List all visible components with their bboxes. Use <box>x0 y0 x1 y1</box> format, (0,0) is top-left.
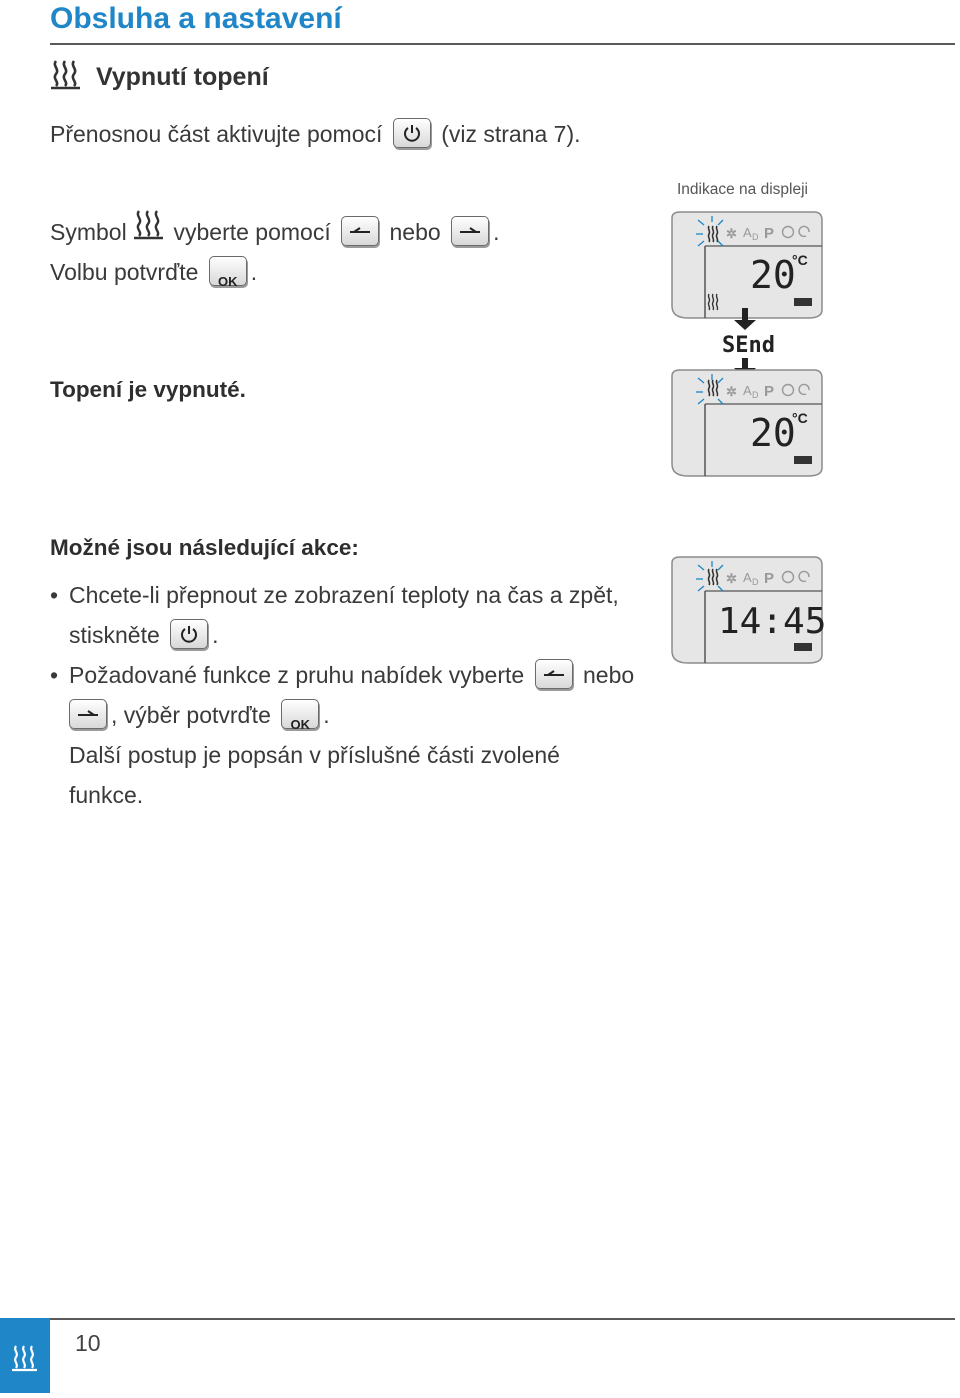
right-softkey-button[interactable] <box>451 216 489 246</box>
svg-text:A: A <box>743 383 752 398</box>
power-button[interactable] <box>170 619 208 649</box>
display-caption: Indikace na displeji <box>677 181 808 198</box>
lcd-display-heating-off <box>668 368 826 485</box>
power-icon <box>394 119 430 147</box>
step2-line1 <box>50 212 499 256</box>
step1-line <box>50 114 581 154</box>
result-text: Topení je vypnuté. <box>50 377 246 402</box>
left-softkey-icon <box>536 660 572 688</box>
item1-text: Chcete-li přepnout ze zobrazení teploty na čas a zpět, <box>69 582 619 608</box>
bullet-icon: • <box>50 582 59 608</box>
svg-text:✲: ✲ <box>726 226 737 241</box>
step1-ref: (viz strana 7). <box>441 121 581 147</box>
step2-line2 <box>50 252 257 292</box>
step2-period: . <box>493 219 500 246</box>
svg-text:A: A <box>743 225 752 240</box>
right-softkey-button[interactable] <box>69 699 107 729</box>
page-number: 10 <box>75 1330 101 1356</box>
footer-heating-badge <box>0 1318 50 1393</box>
item2-or: nebo <box>582 662 635 688</box>
item2-text: Požadované funkce z pruhu nabídek vyberte <box>69 662 525 688</box>
section-heading <box>50 58 269 97</box>
heating-icon <box>50 58 84 97</box>
svg-text:A: A <box>743 570 752 585</box>
list-item-continuation <box>50 615 634 655</box>
left-softkey-button[interactable] <box>341 216 379 246</box>
step2-text-select: vyberte pomocí <box>173 219 331 246</box>
step2-period2: . <box>250 259 258 285</box>
svg-text:°C: °C <box>792 252 808 268</box>
svg-text:D: D <box>752 577 759 587</box>
send-text: SEnd <box>722 333 775 358</box>
step2-confirm-text: Volbu potvrďte <box>50 259 199 285</box>
list-item <box>50 575 634 615</box>
item2-confirm-text: , výběr potvrďte <box>111 702 271 728</box>
item2-more-text: Další postup je popsán v příslušné části zvolené <box>69 742 560 768</box>
page-title: Obsluha a nastavení <box>50 2 342 35</box>
svg-text:D: D <box>752 232 759 242</box>
svg-text:P: P <box>764 383 775 400</box>
footer-divider <box>50 1318 955 1320</box>
svg-text:✲: ✲ <box>726 384 737 399</box>
ok-label: OK <box>290 716 311 732</box>
bullet-icon: • <box>50 662 59 688</box>
step2-text-or: nebo <box>389 219 441 246</box>
item2-period: . <box>323 702 330 728</box>
power-icon <box>171 620 207 648</box>
svg-text:✲: ✲ <box>726 571 737 586</box>
list-item-continuation <box>50 735 634 775</box>
item1-period: . <box>212 622 219 648</box>
lcd-display-time <box>668 555 826 672</box>
svg-text:P: P <box>764 225 775 242</box>
list-item <box>50 655 634 695</box>
svg-text:°C: °C <box>792 410 808 426</box>
actions-heading: Možné jsou následující akce: <box>50 535 359 560</box>
svg-text:P: P <box>764 570 775 587</box>
list-item-continuation <box>50 775 634 815</box>
lcd-time-value: 14:45 <box>718 601 826 642</box>
item2-end-text: funkce. <box>69 782 144 808</box>
ok-label: OK <box>218 273 238 289</box>
right-softkey-icon <box>70 700 106 728</box>
step2-text-symbol: Symbol <box>50 219 127 246</box>
list-item-continuation <box>50 695 634 735</box>
ok-button[interactable] <box>281 699 319 732</box>
actions-list <box>50 575 634 815</box>
item1-press-text: stiskněte <box>69 622 160 648</box>
lcd-temperature-value: 20 <box>750 253 796 297</box>
left-softkey-button[interactable] <box>535 659 573 689</box>
svg-text:D: D <box>752 390 759 400</box>
section-title: Vypnutí topení <box>96 63 269 91</box>
step1-text: Přenosnou část aktivujte pomocí <box>50 121 383 147</box>
heating-icon <box>0 1318 50 1393</box>
svg-text:20: 20 <box>750 411 796 455</box>
heating-icon <box>133 208 167 252</box>
right-softkey-icon <box>452 217 488 245</box>
left-softkey-icon <box>342 217 378 245</box>
power-button[interactable] <box>393 118 431 148</box>
ok-button[interactable] <box>209 256 247 289</box>
title-divider <box>50 43 955 45</box>
